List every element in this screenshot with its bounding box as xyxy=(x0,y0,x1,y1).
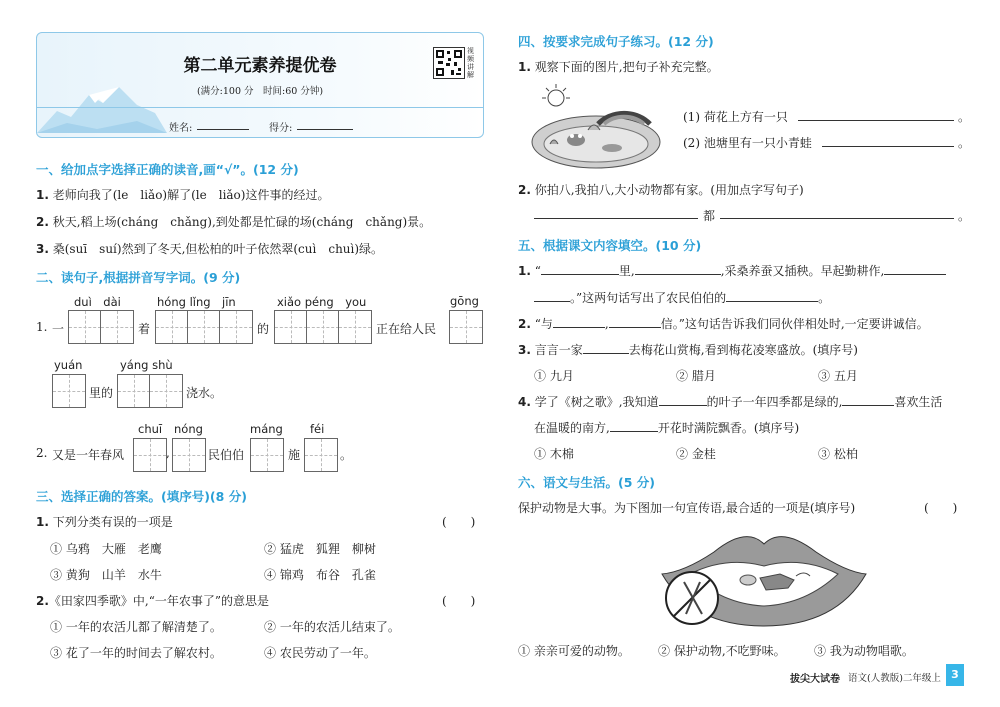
s5-q2: 2. “与 , 信。”这句话告诉我们同伙伴相处时,一定要讲诚信。 xyxy=(518,317,929,331)
s1-item-1: 1. 老师向我了(le liǎo)解了(le liǎo)这件事的经过。 xyxy=(36,188,330,202)
s5-q1: 1. “ 里, ,采桑养蚕又插秧。早起勤耕作, xyxy=(518,262,946,279)
text: 又是一年春风 xyxy=(52,448,125,462)
option[interactable]: ③ 花了一年的时间去了解农村。 xyxy=(50,646,222,660)
writing-box[interactable] xyxy=(155,310,189,344)
header-card xyxy=(36,32,484,138)
blank[interactable] xyxy=(610,419,658,432)
qr-caption: 视频讲解 xyxy=(467,47,474,79)
text: 都 xyxy=(703,209,716,223)
s2-q1-num: 1. xyxy=(36,320,48,334)
text: 里的 xyxy=(89,386,114,400)
text: 施 xyxy=(288,448,301,462)
score-field[interactable] xyxy=(297,129,353,130)
writing-box[interactable] xyxy=(172,438,206,472)
option[interactable]: ① 一年的农活儿都了解清楚了。 xyxy=(50,620,222,634)
writing-box[interactable] xyxy=(187,310,221,344)
answer-paren[interactable]: ( ) xyxy=(924,501,958,515)
section5-title: 五、根据课文内容填空。(10 分) xyxy=(518,238,702,253)
footer-brand: 拔尖大试卷 xyxy=(790,674,840,685)
option[interactable]: ③ 黄狗 山羊 水牛 xyxy=(50,568,162,582)
blank[interactable] xyxy=(609,315,661,328)
s2-q2-num: 2. xyxy=(36,446,48,460)
pinyin: nóng xyxy=(174,422,203,436)
pinyin: yuán xyxy=(54,358,83,372)
section2-title: 二、读句子,根据拼音写字词。(9 分) xyxy=(36,270,241,285)
text: 。 xyxy=(958,110,971,124)
blank[interactable] xyxy=(541,262,619,275)
pinyin: hóng lǐng jīn xyxy=(157,295,236,309)
footer-subject: 语文(人教版)二年级上 xyxy=(848,673,941,684)
blank[interactable] xyxy=(726,289,818,302)
name-field[interactable] xyxy=(197,129,249,130)
option[interactable]: ① 亲亲可爱的动物。 xyxy=(518,644,630,658)
s4-q1: 1. 观察下面的图片,把句子补充完整。 xyxy=(518,60,719,74)
section4-title: 四、按要求完成句子练习。(12 分) xyxy=(518,34,714,49)
option[interactable]: ① 九月 xyxy=(534,369,574,383)
text: , xyxy=(166,446,170,460)
option[interactable]: ① 乌鸦 大雁 老鹰 xyxy=(50,542,162,556)
exam-info: (满分:100 分 时间:60 分钟) xyxy=(196,86,324,97)
s4-sentence-1: (1) 荷花上方有一只 xyxy=(683,110,788,124)
option[interactable]: ② 保护动物,不吃野味。 xyxy=(658,644,786,658)
writing-box[interactable] xyxy=(100,310,134,344)
writing-box[interactable] xyxy=(117,374,151,408)
answer-line[interactable] xyxy=(720,218,954,219)
s4-q2: 2. 你拍八,我拍八,大小动物都有家。(用加点字写句子) xyxy=(518,183,804,197)
s5-q4: 4. 学了《树之歌》,我知道 的叶子一年四季都是绿的, 喜欢生活 xyxy=(518,395,943,409)
blank[interactable] xyxy=(884,262,946,275)
writing-box[interactable] xyxy=(274,310,308,344)
blank[interactable] xyxy=(583,341,629,354)
text: 着 xyxy=(138,322,151,336)
blank[interactable] xyxy=(659,393,707,406)
option[interactable]: ② 腊月 xyxy=(676,369,716,383)
pond-illustration xyxy=(528,84,664,170)
writing-box[interactable] xyxy=(219,310,253,344)
section3-title: 三、选择正确的答案。(填序号)(8 分) xyxy=(36,489,247,504)
text: 正在给人民 xyxy=(376,322,437,336)
option[interactable]: ③ 五月 xyxy=(818,369,858,383)
option[interactable]: ② 猛虎 狐狸 柳树 xyxy=(264,542,376,556)
option[interactable]: ② 金桂 xyxy=(676,447,716,461)
pinyin: duì dài xyxy=(74,295,121,309)
text: 浇水。 xyxy=(186,386,223,400)
writing-box[interactable] xyxy=(149,374,183,408)
option[interactable]: ② 一年的农活儿结束了。 xyxy=(264,620,400,634)
option[interactable]: ③ 松柏 xyxy=(818,447,858,461)
option[interactable]: ④ 锦鸡 布谷 孔雀 xyxy=(264,568,376,582)
s1-item-2: 2. 秋天,稻上场(cháng chǎng),到处都是忙碌的场(cháng chǎng)景。 xyxy=(36,215,432,229)
s6-text: 保护动物是大事。为下图加一句宣传语,最合适的一项是(填序号) xyxy=(518,501,856,515)
answer-line[interactable] xyxy=(822,146,954,147)
section6-title: 六、语文与生活。(5 分) xyxy=(518,475,655,490)
blank[interactable] xyxy=(842,393,894,406)
pinyin: máng xyxy=(250,422,283,436)
option[interactable]: ③ 我为动物唱歌。 xyxy=(814,644,914,658)
text: 一 xyxy=(52,322,65,336)
answer-line[interactable] xyxy=(798,120,954,121)
page-number: 3 xyxy=(946,664,964,686)
writing-box[interactable] xyxy=(250,438,284,472)
answer-paren[interactable]: ( ) xyxy=(442,515,476,529)
blank[interactable] xyxy=(635,262,721,275)
pinyin: gōng xyxy=(450,294,479,308)
page-title: 第二单元素养提优卷 xyxy=(183,56,337,76)
mountain-illustration xyxy=(37,73,167,133)
text: 。 xyxy=(340,448,353,462)
writing-box[interactable] xyxy=(449,310,483,344)
divider xyxy=(37,107,483,108)
s5-q4-cont: 在温暖的南方, 开花时满院飘香。(填序号) xyxy=(534,421,800,435)
blank[interactable] xyxy=(553,315,605,328)
option[interactable]: ④ 农民劳动了一年。 xyxy=(264,646,376,660)
qr-code-icon[interactable] xyxy=(433,47,465,79)
mouth-illustration xyxy=(656,522,872,630)
answer-paren[interactable]: ( ) xyxy=(442,594,476,608)
writing-box[interactable] xyxy=(52,374,86,408)
text: 。 xyxy=(958,136,971,150)
writing-box[interactable] xyxy=(338,310,372,344)
text: 民伯伯 xyxy=(208,448,245,462)
name-label: 姓名: xyxy=(169,123,193,134)
pinyin: chuī xyxy=(138,422,163,436)
option[interactable]: ① 木棉 xyxy=(534,447,574,461)
pinyin: yáng shù xyxy=(120,358,173,372)
s5-q3: 3. 言言一家 去梅花山赏梅,看到梅花凌寒盛放。(填序号) xyxy=(518,343,858,357)
s3-q1: 1. 下列分类有误的一项是 xyxy=(36,515,173,529)
s4-sentence-2: (2) 池塘里有一只小青蛙 xyxy=(683,136,812,150)
pinyin: xiǎo péng you xyxy=(277,295,367,309)
writing-box[interactable] xyxy=(304,438,338,472)
s5-q1-cont: 。”这两句话写出了农民伯伯的 。 xyxy=(534,289,830,306)
s3-q2: 2.《田家四季歌》中,“一年农事了”的意思是 xyxy=(36,594,270,608)
score-label: 得分: xyxy=(269,123,293,134)
writing-box[interactable] xyxy=(133,438,167,472)
pinyin: féi xyxy=(310,422,325,436)
section1-title: 一、给加点字选择正确的读音,画“√”。(12 分) xyxy=(36,162,299,177)
answer-line[interactable] xyxy=(534,218,698,219)
text: 。 xyxy=(958,209,971,223)
text: 的 xyxy=(257,322,270,336)
s1-item-3: 3. 桑(suī suí)然到了冬天,但松柏的叶子依然翠(cuì chuì)绿。 xyxy=(36,242,384,256)
writing-box[interactable] xyxy=(306,310,340,344)
blank[interactable] xyxy=(534,289,570,302)
writing-box[interactable] xyxy=(68,310,102,344)
